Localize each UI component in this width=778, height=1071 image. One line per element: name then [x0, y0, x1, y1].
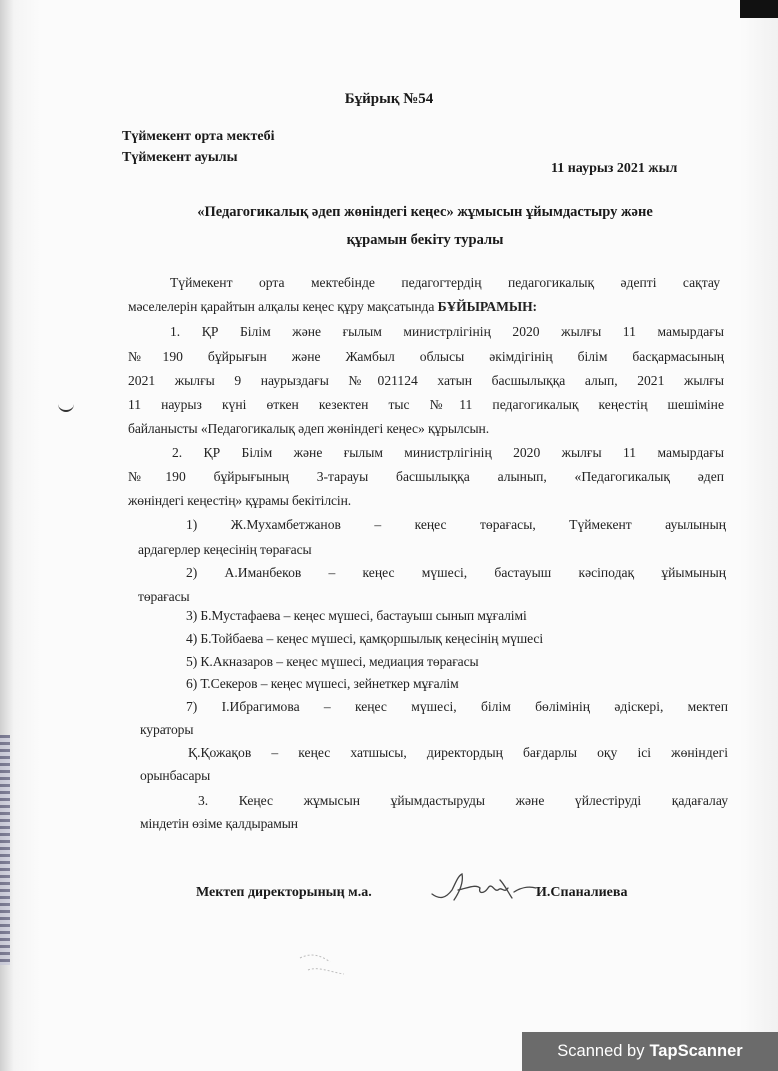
order-date: 11 наурыз 2021 жыл	[551, 161, 678, 176]
order-keyword: БҰЙЫРАМЫН:	[437, 299, 537, 314]
director-label: Мектеп директорының м.а.	[196, 885, 372, 900]
member-3: 3) Б.Мустафаева – кеңес мүшесі, бастауыш сынып мұғалімі	[186, 608, 527, 623]
intro-line-1: Түймекент орта мектебінде педагогтердің педагогикалық әдепті сақтау	[170, 275, 720, 290]
secretary-line-1: Қ.Қожақов – кеңес хатшысы, директордың бағдарлы оқу ісі жөніндегі	[188, 745, 728, 760]
watermark-prefix: Scanned by	[557, 1042, 645, 1060]
handwritten-signature	[428, 870, 538, 906]
member-4: 4) Б.Тойбаева – кеңес мүшесі, қамқоршылық кеңесінің мүшесі	[186, 631, 544, 646]
scanner-watermark	[522, 1032, 778, 1071]
member-7-line-2: кураторы	[140, 722, 194, 737]
order-heading	[100, 198, 750, 254]
heading-line-1: «Педагогикалық әдеп жөніндегі кеңес» жұмысын ұйымдастыру және	[197, 204, 653, 220]
p1-line-4: 11 наурыз күні өткен кезектен тыс №11 педагогикалық кеңестің шешіміне	[128, 397, 724, 412]
p2-line-3: жөніндегі кеңестің» құрамы бекітілсін.	[128, 493, 352, 508]
faint-stamp-mark	[296, 948, 356, 980]
school-name: Түймекент орта мектебі	[122, 129, 275, 144]
member-2-line-2: төрағасы	[138, 589, 190, 604]
intro-line-2: мәселелерін қарайтын алқалы кеңес құру мақсатында БҰЙЫРАМЫН:	[128, 299, 537, 314]
watermark-brand: TapScanner	[649, 1042, 743, 1060]
order-title: Бұйрық №54	[344, 91, 434, 107]
p1-line-5: байланысты «Педагогикалық әдеп жөніндегі кеңес» құрылсын.	[128, 421, 490, 436]
p1-line-3: 2021 жылғы 9 наурыздағы №021124 хатын басшылыққа алып, 2021 жылғы	[128, 373, 724, 388]
scan-edge-mark	[740, 0, 778, 18]
member-6: 6) Т.Секеров – кеңес мүшесі, зейнеткер мұғалім	[186, 676, 459, 691]
binding-edge-artifact	[0, 735, 10, 965]
p3-line-2: міндетін өзіме қалдырамын	[140, 816, 298, 831]
p1-line-2: №190 бұйрығын және Жамбыл облысы әкімдігінің білім басқармасының	[128, 349, 724, 364]
village-name: Түймекент ауылы	[122, 150, 238, 165]
margin-mark	[58, 404, 74, 412]
member-7-line-1: 7) І.Ибрагимова – кеңес мүшесі, білім бөлімінің әдіскері, мектеп	[186, 699, 728, 714]
member-2-line-1: 2) А.Иманбеков – кеңес мүшесі, бастауыш кәсіподақ ұйымының	[186, 565, 726, 580]
member-1-line-2: ардагерлер кеңесінің төрағасы	[138, 542, 312, 557]
secretary-line-2: орынбасары	[140, 768, 211, 783]
member-1-line-1: 1) Ж.Мухамбетжанов – кеңес төрағасы, Түймекент ауылының	[186, 517, 726, 532]
p2-line-2: №190 бұйрығының 3-тарауы басшылыққа алынып, «Педагогикалық әдеп	[128, 469, 724, 484]
p3-line-1: 3. Кеңес жұмысын ұйымдастыруды және үйлестіруді қадағалау	[198, 793, 728, 808]
p1-line-1: 1. ҚР Білім және ғылым министрлігінің 2020 жылғы 11 мамырдағы	[170, 324, 724, 339]
p2-line-1: 2. ҚР Білім және ғылым министрлігінің 2020 жылғы 11 мамырдағы	[172, 445, 724, 460]
director-name: И.Спаналиева	[536, 885, 628, 900]
heading-line-2: құрамын бекіту туралы	[346, 232, 504, 248]
member-5: 5) К.Акназаров – кеңес мүшесі, медиация төрағасы	[186, 654, 479, 669]
